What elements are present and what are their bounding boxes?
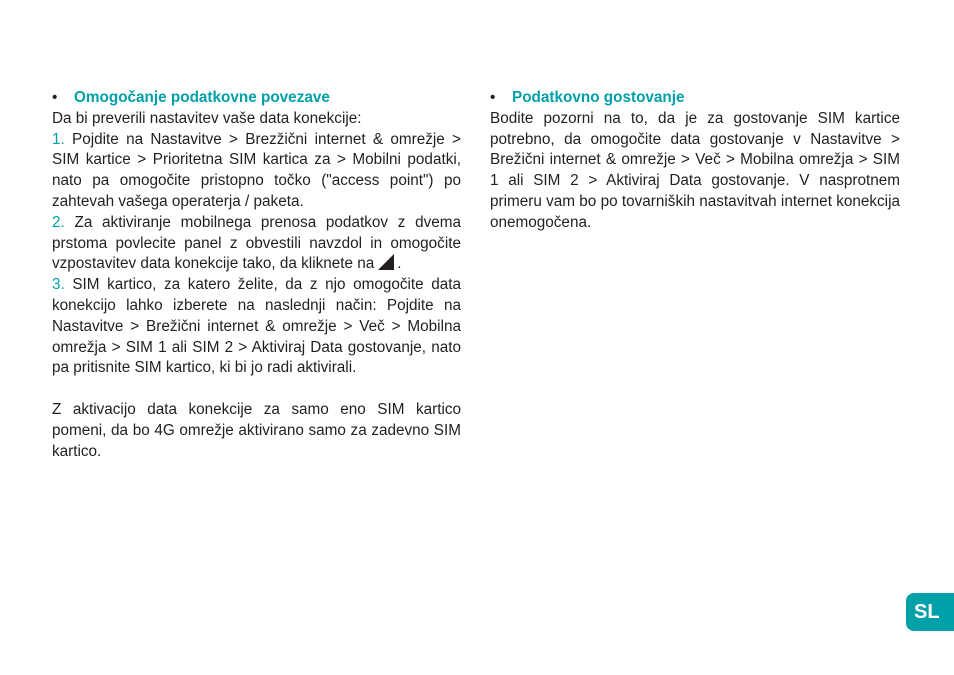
heading-text: Omogočanje podatkovne povezave [74, 89, 330, 106]
roaming-text: Bodite pozorni na to, da je za gostovanje SIM kartice potrebno, da omogočite data gostovanje v Nastavitve > Brežični internet & omrežje > Več > Mobilna omrežja > SIM 1 ali SIM 2 > Aktiviraj Data gostovanje. V nasprotnem primeru vam bo po tovarniških nastavitvah internet konekcija onemogočena. [490, 109, 900, 231]
step-text: Za aktiviranje mobilnega prenosa podatkov z dvema prstoma povlecite panel z obvestili navzdol in omogočite vzpostavitev data konekcije tako, da kliknete na [52, 213, 461, 273]
intro-text: Da bi preverili nastavitev vaše data konekcije: [52, 109, 362, 127]
step-2 [52, 213, 461, 275]
step-number: 3. [52, 276, 65, 294]
note-text: Z aktivacijo data konekcije za samo eno SIM kartico pomeni, da bo 4G omrežje aktivirano samo za zadevno SIM kartico. [52, 400, 461, 460]
bullet: • [490, 89, 496, 106]
step-3 [52, 275, 461, 379]
section-heading-mobile-data [52, 88, 461, 109]
step-end: . [397, 255, 402, 273]
step-text: SIM kartico, za katero želite, da z njo omogočite data konekcijo lahko izberete na naslednji način: Pojdite na Nastavitve > Brežični internet & omrežje > Več > Mobilna omrežja > SIM 1 ali SIM 2 > Aktiviraj Data gostovanje, nato pa pritisnite SIM kartico, ki bi jo radi aktivirali. [52, 276, 461, 377]
left-column [52, 88, 461, 462]
heading-text: Podatkovno gostovanje [512, 89, 685, 106]
right-column [490, 88, 900, 234]
step-number: 1. [52, 130, 65, 148]
bullet: • [52, 89, 58, 106]
mobile-signal-icon [377, 254, 395, 270]
step-number: 2. [52, 213, 65, 231]
step-1 [52, 130, 461, 213]
section-heading-data-roaming [490, 88, 900, 109]
step-text: Pojdite na Nastavitve > Brezžični internet & omrežje > SIM kartice > Prioritetna SIM kartica za > Mobilni podatki, nato pa omogočite pristopno točko ("access point") po zahtevah vašega operaterja / paketa. [52, 130, 461, 210]
language-tab: SL [906, 593, 954, 631]
